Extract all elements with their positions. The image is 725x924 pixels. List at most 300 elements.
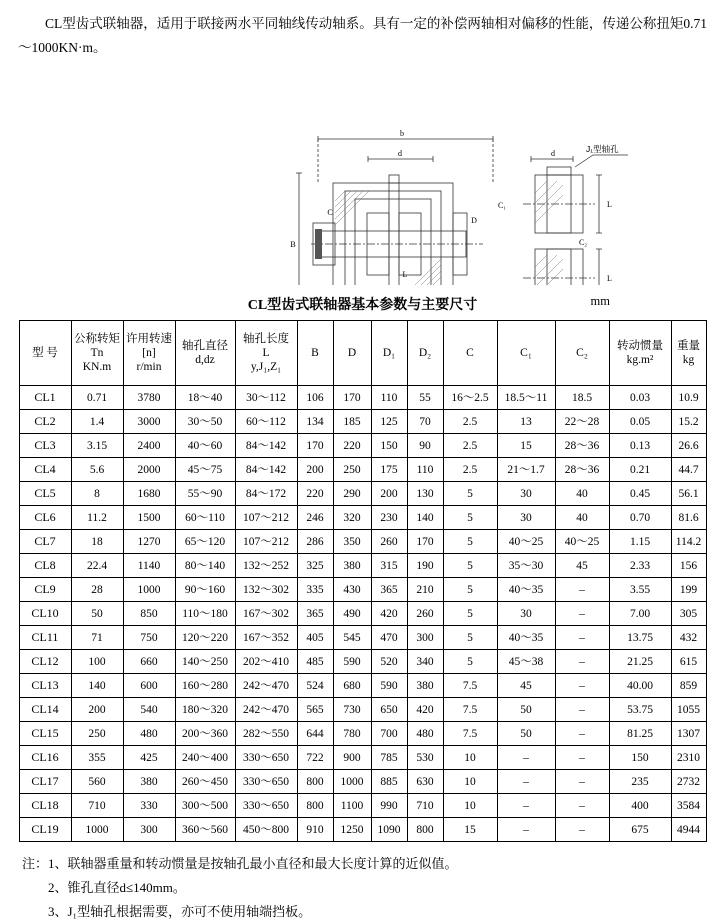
cell-C: 2.5 (443, 410, 497, 434)
cell-D: 185 (333, 410, 371, 434)
cell-C2: 40～25 (555, 530, 609, 554)
cell-bore-dia: 120～220 (175, 626, 235, 650)
cell-bore-len: 132～302 (235, 578, 297, 602)
cell-D: 380 (333, 554, 371, 578)
cell-speed: 1000 (123, 578, 175, 602)
cell-D1: 150 (371, 434, 407, 458)
cell-D: 1250 (333, 818, 371, 842)
coupling-drawing (0, 63, 725, 288)
cell-C2: 28～36 (555, 458, 609, 482)
header-cell-weight: 重量 kg (671, 321, 706, 386)
cell-torque: 250 (71, 722, 123, 746)
cell-model: CL10 (19, 602, 71, 626)
cell-bore-dia: 260～450 (175, 770, 235, 794)
cell-C2: – (555, 770, 609, 794)
cell-B: 134 (297, 410, 333, 434)
cell-torque: 71 (71, 626, 123, 650)
cell-bore-len: 84～142 (235, 434, 297, 458)
cell-C2: – (555, 602, 609, 626)
cell-inertia: 150 (609, 746, 671, 770)
cell-D: 680 (333, 674, 371, 698)
cell-D1: 990 (371, 794, 407, 818)
cell-bore-len: 242～470 (235, 698, 297, 722)
table-header-row (19, 321, 706, 386)
table-row (19, 434, 706, 458)
cell-bore-len: 450～800 (235, 818, 297, 842)
header-cell-inertia: 转动惯量 kg.m² (609, 321, 671, 386)
cell-speed: 850 (123, 602, 175, 626)
cell-bore-len: 167～302 (235, 602, 297, 626)
cell-bore-len: 60～112 (235, 410, 297, 434)
cell-D1: 365 (371, 578, 407, 602)
cell-D: 730 (333, 698, 371, 722)
cell-C2: – (555, 746, 609, 770)
table-row (19, 554, 706, 578)
cell-D1: 110 (371, 386, 407, 410)
cell-C: 2.5 (443, 458, 497, 482)
cell-C1: 45～38 (497, 650, 555, 674)
cell-model: CL15 (19, 722, 71, 746)
cell-inertia: 40.00 (609, 674, 671, 698)
cell-weight: 3584 (671, 794, 706, 818)
cell-weight: 305 (671, 602, 706, 626)
cell-C2: – (555, 674, 609, 698)
cell-C: 2.5 (443, 434, 497, 458)
cell-D: 545 (333, 626, 371, 650)
table-row (19, 698, 706, 722)
cell-speed: 1500 (123, 506, 175, 530)
cell-bore-dia: 90～160 (175, 578, 235, 602)
cell-D1: 700 (371, 722, 407, 746)
cell-model: CL16 (19, 746, 71, 770)
note-line-1: 注：1、联轴器重量和转动惯量是按轴孔最小直径和最大长度计算的近似值。 (22, 856, 458, 872)
cell-D1: 1090 (371, 818, 407, 842)
cell-bore-len: 282～550 (235, 722, 297, 746)
header-cell-D2: D₂ (407, 321, 443, 386)
cell-inertia: 53.75 (609, 698, 671, 722)
cell-C1: 50 (497, 722, 555, 746)
cell-weight: 56.1 (671, 482, 706, 506)
cell-B: 800 (297, 794, 333, 818)
cell-D: 430 (333, 578, 371, 602)
cell-bore-len: 107～212 (235, 506, 297, 530)
cell-D1: 420 (371, 602, 407, 626)
cell-B: 365 (297, 602, 333, 626)
cell-speed: 3780 (123, 386, 175, 410)
cell-D1: 230 (371, 506, 407, 530)
cell-C1: 30 (497, 482, 555, 506)
cell-bore-dia: 65～120 (175, 530, 235, 554)
cell-D1: 470 (371, 626, 407, 650)
cell-speed: 1140 (123, 554, 175, 578)
cell-C1: – (497, 818, 555, 842)
cell-D: 220 (333, 434, 371, 458)
table-row (19, 602, 706, 626)
cell-model: CL11 (19, 626, 71, 650)
cell-bore-dia: 180～320 (175, 698, 235, 722)
header-cell-C2: C₂ (555, 321, 609, 386)
cell-B: 335 (297, 578, 333, 602)
cell-model: CL1 (19, 386, 71, 410)
cell-torque: 50 (71, 602, 123, 626)
cell-D1: 315 (371, 554, 407, 578)
cell-bore-dia: 30～50 (175, 410, 235, 434)
cell-C: 15 (443, 818, 497, 842)
cell-speed: 2000 (123, 458, 175, 482)
cell-weight: 156 (671, 554, 706, 578)
cell-C1: 40～25 (497, 530, 555, 554)
cell-C2: 28～36 (555, 434, 609, 458)
cell-bore-dia: 300～500 (175, 794, 235, 818)
cell-B: 325 (297, 554, 333, 578)
cell-D2: 300 (407, 626, 443, 650)
cell-bore-len: 242～470 (235, 674, 297, 698)
cell-model: CL6 (19, 506, 71, 530)
parameters-table (19, 320, 707, 842)
cell-D2: 90 (407, 434, 443, 458)
header-cell-bore-dia: 轴孔直径 d,dz (175, 321, 235, 386)
cell-speed: 480 (123, 722, 175, 746)
cell-C2: – (555, 698, 609, 722)
label-j1-bore: J₁型轴孔 (585, 144, 619, 155)
cell-C1: – (497, 794, 555, 818)
table-row (19, 818, 706, 842)
cell-weight: 81.6 (671, 506, 706, 530)
cell-bore-len: 330～650 (235, 794, 297, 818)
cell-B: 524 (297, 674, 333, 698)
table-caption (0, 294, 725, 314)
table-row (19, 770, 706, 794)
cell-D2: 190 (407, 554, 443, 578)
cell-weight: 114.2 (671, 530, 706, 554)
cell-model: CL3 (19, 434, 71, 458)
table-row (19, 746, 706, 770)
cell-B: 910 (297, 818, 333, 842)
cell-inertia: 3.55 (609, 578, 671, 602)
label-C: C (326, 208, 333, 218)
cell-weight: 26.6 (671, 434, 706, 458)
cell-speed: 660 (123, 650, 175, 674)
cell-C: 5 (443, 602, 497, 626)
cell-D: 350 (333, 530, 371, 554)
table-body (19, 386, 706, 842)
cell-C2: 40 (555, 482, 609, 506)
cell-inertia: 0.05 (609, 410, 671, 434)
cell-C2: 45 (555, 554, 609, 578)
label-d-top: d (397, 149, 402, 159)
cell-torque: 1.4 (71, 410, 123, 434)
cell-C2: – (555, 722, 609, 746)
cell-D1: 785 (371, 746, 407, 770)
cell-torque: 200 (71, 698, 123, 722)
label-d-j1: d (550, 149, 555, 159)
cell-torque: 140 (71, 674, 123, 698)
cell-model: CL13 (19, 674, 71, 698)
cell-inertia: 0.45 (609, 482, 671, 506)
cell-B: 485 (297, 650, 333, 674)
table-row (19, 506, 706, 530)
cell-inertia: 0.21 (609, 458, 671, 482)
cell-bore-dia: 55～90 (175, 482, 235, 506)
cell-weight: 10.9 (671, 386, 706, 410)
note-line-2: 2、锥孔直径d≤140mm。 (48, 880, 186, 896)
cell-D2: 340 (407, 650, 443, 674)
cell-D2: 110 (407, 458, 443, 482)
cell-inertia: 0.13 (609, 434, 671, 458)
label-L-z1: L (606, 274, 612, 284)
cell-speed: 3000 (123, 410, 175, 434)
cell-B: 286 (297, 530, 333, 554)
cell-weight: 4944 (671, 818, 706, 842)
cell-weight: 15.2 (671, 410, 706, 434)
cell-D2: 170 (407, 530, 443, 554)
header-cell-D: D (333, 321, 371, 386)
cell-D: 250 (333, 458, 371, 482)
cell-inertia: 21.25 (609, 650, 671, 674)
note-line-3: 3、J₁型轴孔根据需要，亦可不使用轴端挡板。 (48, 904, 312, 920)
cell-C2: – (555, 794, 609, 818)
cell-torque: 28 (71, 578, 123, 602)
cell-C: 5 (443, 578, 497, 602)
cell-C1: 18.5～11 (497, 386, 555, 410)
cell-inertia: 13.75 (609, 626, 671, 650)
table-row (19, 578, 706, 602)
cell-bore-len: 202～410 (235, 650, 297, 674)
cell-D1: 175 (371, 458, 407, 482)
cell-C1: 30 (497, 602, 555, 626)
cell-D2: 260 (407, 602, 443, 626)
cell-D2: 530 (407, 746, 443, 770)
notes-block (0, 842, 725, 924)
cell-C: 7.5 (443, 674, 497, 698)
label-b-top: b (399, 129, 404, 139)
intro-text: CL型齿式联轴器，适用于联接两水平同轴线传动轴系。具有一定的补偿两轴相对偏移的性能，传递公称扭矩0.71～1000KN·m。 (18, 16, 707, 55)
table-row (19, 794, 706, 818)
cell-B: 800 (297, 770, 333, 794)
cell-speed: 540 (123, 698, 175, 722)
cell-D1: 125 (371, 410, 407, 434)
cell-model: CL2 (19, 410, 71, 434)
cell-inertia: 81.25 (609, 722, 671, 746)
cell-C: 5 (443, 506, 497, 530)
header-cell-speed: 许用转速 [n] r/min (123, 321, 175, 386)
cell-C: 7.5 (443, 722, 497, 746)
cell-weight: 1307 (671, 722, 706, 746)
cell-D: 170 (333, 386, 371, 410)
cell-D1: 260 (371, 530, 407, 554)
cell-torque: 1000 (71, 818, 123, 842)
cell-C1: 50 (497, 698, 555, 722)
header-cell-torque: 公称转矩 Tn KN.m (71, 321, 123, 386)
cell-bore-dia: 45～75 (175, 458, 235, 482)
cell-bore-dia: 140～250 (175, 650, 235, 674)
cell-C: 5 (443, 626, 497, 650)
cell-bore-dia: 110～180 (175, 602, 235, 626)
cell-C2: – (555, 626, 609, 650)
label-C1: C₁ (497, 201, 506, 211)
cell-D1: 200 (371, 482, 407, 506)
cell-torque: 11.2 (71, 506, 123, 530)
cell-speed: 2400 (123, 434, 175, 458)
cell-weight: 2310 (671, 746, 706, 770)
cell-C1: 40～35 (497, 626, 555, 650)
cell-bore-len: 330～650 (235, 746, 297, 770)
cell-C2: 40 (555, 506, 609, 530)
table-row (19, 458, 706, 482)
table-unit: mm (590, 294, 610, 309)
cell-C1: 15 (497, 434, 555, 458)
cell-torque: 5.6 (71, 458, 123, 482)
cell-bore-len: 330～650 (235, 770, 297, 794)
cell-C1: 13 (497, 410, 555, 434)
cell-C1: 45 (497, 674, 555, 698)
cell-B: 220 (297, 482, 333, 506)
cell-C2: – (555, 578, 609, 602)
cell-B: 106 (297, 386, 333, 410)
cell-C2: – (555, 650, 609, 674)
cell-D: 900 (333, 746, 371, 770)
cell-model: CL8 (19, 554, 71, 578)
cell-C1: – (497, 770, 555, 794)
cell-D2: 70 (407, 410, 443, 434)
header-cell-D1: D₁ (371, 321, 407, 386)
cell-D: 320 (333, 506, 371, 530)
cell-bore-len: 132～252 (235, 554, 297, 578)
cell-C: 5 (443, 482, 497, 506)
cell-model: CL14 (19, 698, 71, 722)
cell-inertia: 235 (609, 770, 671, 794)
header-cell-bore-len: 轴孔长度 L y,J₁,Z₁ (235, 321, 297, 386)
cell-D1: 590 (371, 674, 407, 698)
cell-model: CL17 (19, 770, 71, 794)
header-cell-C: C (443, 321, 497, 386)
cell-bore-len: 167～352 (235, 626, 297, 650)
label-C2: C₂ (578, 238, 587, 248)
cell-model: CL4 (19, 458, 71, 482)
cell-speed: 425 (123, 746, 175, 770)
cell-model: CL5 (19, 482, 71, 506)
cell-weight: 1055 (671, 698, 706, 722)
cell-C2: – (555, 818, 609, 842)
cell-bore-len: 84～172 (235, 482, 297, 506)
cell-B: 722 (297, 746, 333, 770)
cell-B: 405 (297, 626, 333, 650)
cell-weight: 44.7 (671, 458, 706, 482)
cell-torque: 100 (71, 650, 123, 674)
cell-bore-dia: 60～110 (175, 506, 235, 530)
cell-bore-dia: 80～140 (175, 554, 235, 578)
cell-B: 170 (297, 434, 333, 458)
cell-model: CL7 (19, 530, 71, 554)
cell-D: 780 (333, 722, 371, 746)
cell-D2: 800 (407, 818, 443, 842)
cell-B: 246 (297, 506, 333, 530)
cell-D2: 210 (407, 578, 443, 602)
cell-C: 10 (443, 770, 497, 794)
cell-bore-dia: 360～560 (175, 818, 235, 842)
cell-B: 644 (297, 722, 333, 746)
cell-bore-dia: 160～280 (175, 674, 235, 698)
cell-C1: 21～1.7 (497, 458, 555, 482)
table-row (19, 650, 706, 674)
cell-torque: 18 (71, 530, 123, 554)
cell-bore-dia: 200～360 (175, 722, 235, 746)
label-L: L (402, 270, 407, 280)
cell-D2: 130 (407, 482, 443, 506)
cell-torque: 8 (71, 482, 123, 506)
cell-C1: – (497, 746, 555, 770)
cell-D: 590 (333, 650, 371, 674)
cell-C: 10 (443, 794, 497, 818)
cell-D1: 885 (371, 770, 407, 794)
cell-torque: 0.71 (71, 386, 123, 410)
cell-D2: 480 (407, 722, 443, 746)
cell-C: 5 (443, 650, 497, 674)
table-row (19, 674, 706, 698)
cell-C1: 40～35 (497, 578, 555, 602)
table-row (19, 722, 706, 746)
cell-D2: 630 (407, 770, 443, 794)
cell-speed: 1680 (123, 482, 175, 506)
cell-torque: 710 (71, 794, 123, 818)
label-L-j1: L (606, 200, 612, 210)
cell-C: 7.5 (443, 698, 497, 722)
cell-torque: 355 (71, 746, 123, 770)
cell-model: CL12 (19, 650, 71, 674)
cell-D1: 520 (371, 650, 407, 674)
cell-model: CL18 (19, 794, 71, 818)
cell-weight: 615 (671, 650, 706, 674)
cell-speed: 1270 (123, 530, 175, 554)
cell-speed: 600 (123, 674, 175, 698)
table-row (19, 482, 706, 506)
table-row (19, 410, 706, 434)
cell-B: 200 (297, 458, 333, 482)
cell-D2: 420 (407, 698, 443, 722)
cell-speed: 380 (123, 770, 175, 794)
cell-speed: 330 (123, 794, 175, 818)
cell-D: 290 (333, 482, 371, 506)
header-cell-B: B (297, 321, 333, 386)
cell-model: CL19 (19, 818, 71, 842)
cell-D: 1100 (333, 794, 371, 818)
header-cell-model: 型 号 (19, 321, 71, 386)
cell-D2: 710 (407, 794, 443, 818)
table-row (19, 626, 706, 650)
cell-inertia: 0.03 (609, 386, 671, 410)
cell-D2: 55 (407, 386, 443, 410)
cell-speed: 750 (123, 626, 175, 650)
header-cell-C1: C₁ (497, 321, 555, 386)
cell-D: 1000 (333, 770, 371, 794)
cell-inertia: 0.70 (609, 506, 671, 530)
cell-C: 16～2.5 (443, 386, 497, 410)
label-B-left: B (289, 240, 296, 250)
cell-C1: 35～30 (497, 554, 555, 578)
cell-weight: 432 (671, 626, 706, 650)
cell-C: 5 (443, 530, 497, 554)
cell-C1: 30 (497, 506, 555, 530)
cell-inertia: 675 (609, 818, 671, 842)
cell-D2: 380 (407, 674, 443, 698)
label-D: D (470, 216, 477, 226)
cell-bore-len: 84～142 (235, 458, 297, 482)
cell-C2: 18.5 (555, 386, 609, 410)
cell-weight: 199 (671, 578, 706, 602)
intro-paragraph (0, 0, 725, 59)
cell-C: 10 (443, 746, 497, 770)
cell-D1: 650 (371, 698, 407, 722)
